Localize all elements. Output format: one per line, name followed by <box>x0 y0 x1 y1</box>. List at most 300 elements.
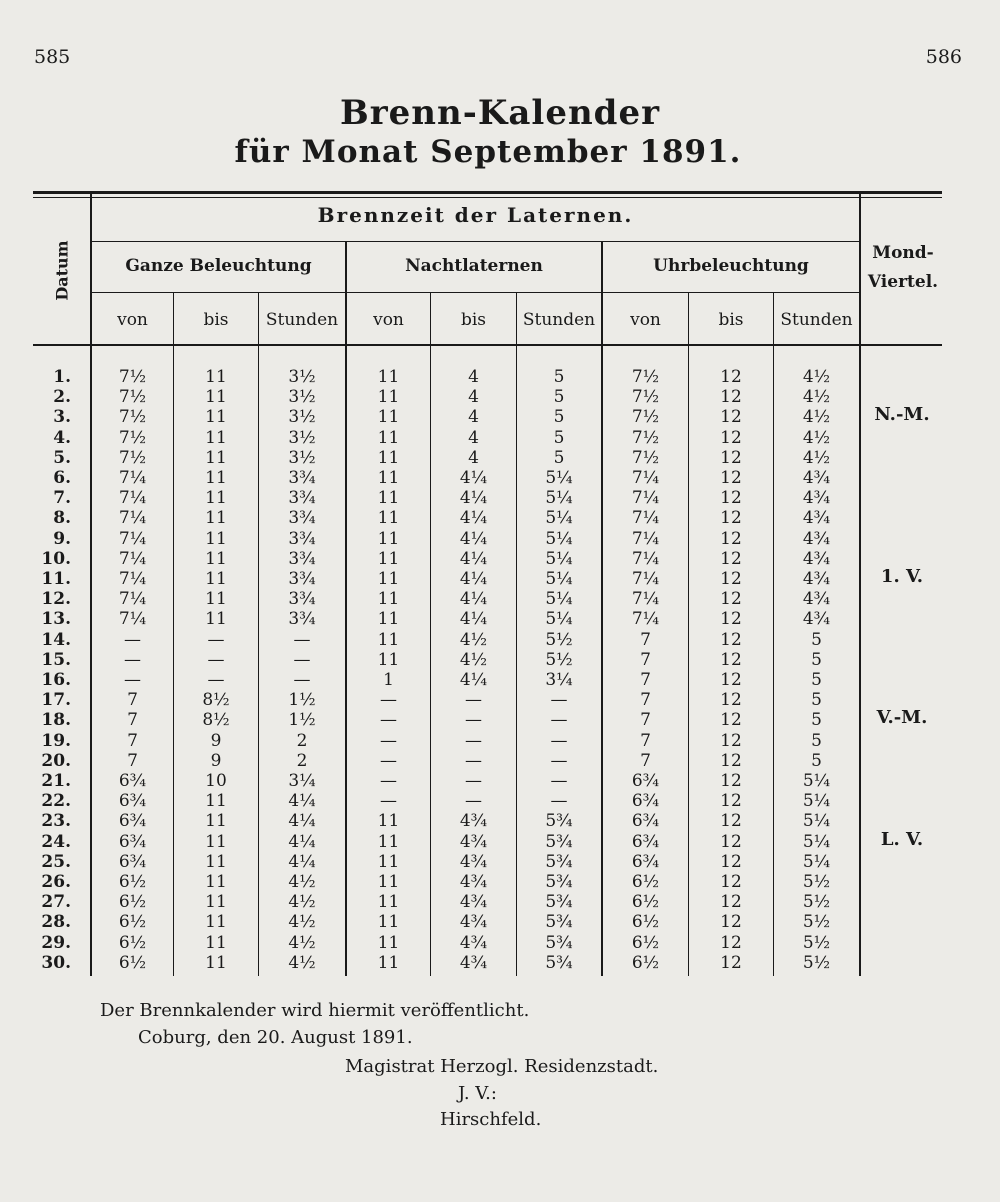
cell-ganze-stunden: 3½ <box>288 447 316 468</box>
cell-nacht-von: 11 <box>377 831 400 852</box>
cell-uhr-stunden: 4½ <box>802 387 831 408</box>
datum-header <box>38 240 86 300</box>
cell-nacht-stunden: — <box>550 791 568 812</box>
cell-nacht-bis: 4¼ <box>459 670 488 690</box>
cell-uhr-von: 7¼ <box>631 468 660 488</box>
cell-datum: 18. <box>41 710 71 731</box>
cell-uhr-bis: 12 <box>720 548 742 569</box>
cell-ganze-stunden: 2 <box>296 730 308 751</box>
cell-uhr-von: 6½ <box>631 912 660 933</box>
cell-nacht-stunden: 5¾ <box>545 851 573 872</box>
cell-uhr-bis: 12 <box>720 831 742 852</box>
cell-uhr-bis: 12 <box>720 670 742 690</box>
cell-uhr-bis: 12 <box>720 932 742 953</box>
cell-ganze-stunden: 3¼ <box>288 771 316 791</box>
cell-ganze-von: — <box>124 629 141 650</box>
cell-ganze-bis: 11 <box>205 407 227 428</box>
table-row <box>0 650 1000 670</box>
cell-nacht-stunden: 5¼ <box>545 589 573 610</box>
cell-uhr-stunden: 5 <box>811 629 822 650</box>
cell-ganze-stunden: 2 <box>296 750 308 771</box>
cell-uhr-stunden: 4¾ <box>802 569 831 589</box>
table-row <box>0 589 1000 609</box>
cell-nacht-bis: 4¾ <box>459 831 488 852</box>
cell-uhr-von: 6½ <box>631 872 660 892</box>
cell-uhr-von: 7½ <box>631 367 660 387</box>
cell-uhr-von: 7 <box>640 710 651 731</box>
cell-ganze-von: 7¼ <box>118 528 147 549</box>
cell-datum: 29. <box>41 932 71 953</box>
cell-nacht-von: 11 <box>377 407 400 428</box>
cell-uhr-von: 7½ <box>631 407 660 428</box>
cell-nacht-von: — <box>380 750 397 771</box>
cell-ganze-von: 7¼ <box>118 468 147 488</box>
cell-ganze-von: 7½ <box>118 447 147 468</box>
cell-uhr-von: 7¼ <box>631 508 660 529</box>
cell-ganze-von: 7¼ <box>118 488 147 509</box>
table-row <box>0 791 1000 811</box>
col-head-uhr-von: von <box>630 310 661 330</box>
cell-nacht-stunden: — <box>550 771 568 791</box>
table-row <box>0 892 1000 912</box>
cell-nacht-von: 11 <box>377 447 400 468</box>
cell-nacht-bis: — <box>465 710 482 731</box>
cell-nacht-von: 11 <box>377 468 400 488</box>
uhr-header: Uhrbeleuchtung <box>653 256 809 276</box>
cell-ganze-stunden: 4½ <box>288 932 316 953</box>
cell-nacht-stunden: 5¾ <box>545 932 573 953</box>
cell-uhr-von: 6½ <box>631 892 660 913</box>
cell-ganze-bis: 11 <box>205 528 227 549</box>
cell-uhr-stunden: 5 <box>811 730 822 751</box>
cell-ganze-bis: 11 <box>205 831 227 852</box>
cell-nacht-von: — <box>380 771 397 791</box>
cell-nacht-stunden: 5 <box>553 447 565 468</box>
cell-nacht-bis: 4¼ <box>459 589 488 610</box>
cell-uhr-bis: 12 <box>720 609 742 630</box>
table-row <box>0 731 1000 751</box>
cell-uhr-bis: 12 <box>720 912 742 933</box>
table-row <box>0 468 1000 488</box>
cell-nacht-stunden: 5¼ <box>545 528 573 549</box>
cell-uhr-bis: 12 <box>720 468 742 488</box>
cell-nacht-bis: 4¼ <box>459 508 488 529</box>
viertel-header: Viertel. <box>867 272 939 292</box>
cell-nacht-von: 11 <box>377 528 400 549</box>
cell-nacht-von: 11 <box>377 367 400 387</box>
cell-uhr-bis: 12 <box>720 892 742 913</box>
cell-ganze-von: 6½ <box>118 912 147 933</box>
table-row <box>0 751 1000 771</box>
cell-datum: 12. <box>41 589 71 610</box>
cell-uhr-bis: 12 <box>720 771 742 791</box>
cell-nacht-bis: 4¾ <box>459 892 488 913</box>
cell-ganze-bis: — <box>207 649 225 670</box>
cell-uhr-stunden: 4¾ <box>802 488 831 509</box>
table-row <box>0 933 1000 953</box>
cell-datum: 25. <box>41 851 71 872</box>
cell-uhr-stunden: 5 <box>811 670 822 690</box>
cell-nacht-bis: 4¾ <box>459 912 488 933</box>
cell-ganze-von: 7 <box>127 750 138 771</box>
cell-nacht-von: 11 <box>377 508 400 529</box>
cell-ganze-von: 7½ <box>118 427 147 448</box>
cell-ganze-stunden: 3¾ <box>288 569 316 589</box>
cell-nacht-bis: 4¾ <box>459 872 488 892</box>
cell-uhr-stunden: 5½ <box>802 952 831 973</box>
cell-datum: 24. <box>41 831 71 852</box>
cell-datum: 7. <box>53 488 71 509</box>
cell-ganze-stunden: 4½ <box>288 952 316 973</box>
cell-uhr-von: 7 <box>640 670 651 690</box>
cell-nacht-stunden: 5¼ <box>545 609 573 630</box>
cell-ganze-stunden: 3¾ <box>288 548 316 569</box>
cell-uhr-stunden: 4¾ <box>802 508 831 529</box>
cell-ganze-stunden: — <box>293 670 311 690</box>
table-row <box>0 852 1000 872</box>
cell-ganze-von: 6¾ <box>118 831 147 852</box>
cell-nacht-stunden: 5¾ <box>545 912 573 933</box>
cell-ganze-von: 7 <box>127 690 138 711</box>
cell-uhr-bis: 12 <box>720 750 742 771</box>
cell-nacht-stunden: 5¾ <box>545 811 573 832</box>
cell-nacht-von: 11 <box>377 872 400 892</box>
cell-ganze-stunden: 4½ <box>288 872 316 892</box>
cell-datum: 20. <box>41 750 71 771</box>
cell-nacht-stunden: 5½ <box>545 649 573 670</box>
page-title: Brenn-Kalender <box>340 93 660 133</box>
cell-uhr-von: 7¼ <box>631 548 660 569</box>
cell-uhr-bis: 12 <box>720 649 742 670</box>
cell-ganze-bis: 11 <box>205 791 227 812</box>
brennzeit-header: Brennzeit der Laternen. <box>317 203 634 227</box>
cell-ganze-bis: 11 <box>205 367 227 387</box>
cell-datum: 13. <box>41 609 71 630</box>
cell-uhr-von: 6¾ <box>631 851 660 872</box>
header-divider <box>92 241 860 242</box>
cell-nacht-stunden: 3¼ <box>545 670 573 690</box>
cell-ganze-von: 6½ <box>118 952 147 973</box>
cell-uhr-bis: 12 <box>720 710 742 731</box>
cell-datum: 9. <box>53 528 71 549</box>
cell-uhr-stunden: 5 <box>811 690 822 711</box>
cell-uhr-von: 7 <box>640 750 651 771</box>
cell-nacht-stunden: 5 <box>553 427 565 448</box>
cell-ganze-bis: — <box>207 670 225 690</box>
cell-nacht-stunden: 5 <box>553 387 565 408</box>
cell-ganze-stunden: 4½ <box>288 892 316 913</box>
table-row <box>0 912 1000 932</box>
moon-phase-label: V.-M. <box>876 707 928 729</box>
col-head-nacht-bis: bis <box>460 310 487 330</box>
cell-ganze-bis: 11 <box>205 811 227 832</box>
cell-nacht-stunden: — <box>550 750 568 771</box>
cell-uhr-stunden: 5¼ <box>802 791 831 812</box>
table-row <box>0 549 1000 569</box>
cell-ganze-stunden: 4¼ <box>288 791 316 812</box>
cell-uhr-bis: 12 <box>720 427 742 448</box>
table-row <box>0 832 1000 852</box>
cell-datum: 30. <box>41 952 71 973</box>
cell-nacht-bis: 4 <box>468 387 479 408</box>
cell-ganze-bis: 11 <box>205 548 227 569</box>
cell-uhr-stunden: 5¼ <box>802 771 831 791</box>
table-row <box>0 569 1000 589</box>
cell-nacht-stunden: 5¾ <box>545 831 573 852</box>
page-subtitle: für Monat September 1891. <box>234 134 742 170</box>
footer-publication-note: Der Brennkalender wird hiermit veröffentlicht. <box>100 1000 530 1021</box>
table-row <box>0 609 1000 629</box>
cell-uhr-stunden: 5¼ <box>802 851 831 872</box>
cell-uhr-stunden: 4½ <box>802 447 831 468</box>
cell-datum: 23. <box>41 811 71 832</box>
cell-nacht-bis: 4 <box>468 447 479 468</box>
cell-ganze-von: 6½ <box>118 872 147 892</box>
cell-nacht-stunden: 5¾ <box>545 952 573 973</box>
cell-uhr-stunden: 4¾ <box>802 589 831 610</box>
cell-uhr-von: 6¾ <box>631 831 660 852</box>
cell-uhr-bis: 12 <box>720 851 742 872</box>
cell-ganze-stunden: 4¼ <box>288 831 316 852</box>
cell-uhr-bis: 12 <box>720 589 742 610</box>
cell-uhr-stunden: 4½ <box>802 407 831 428</box>
table-row <box>0 872 1000 892</box>
cell-uhr-von: 6¾ <box>631 811 660 832</box>
cell-datum: 15. <box>41 649 71 670</box>
cell-ganze-stunden: — <box>293 629 311 650</box>
table-row <box>0 670 1000 690</box>
cell-ganze-von: 6½ <box>118 932 147 953</box>
cell-ganze-bis: 9 <box>210 730 222 751</box>
cell-nacht-von: 11 <box>377 932 400 953</box>
subheader-divider <box>92 292 860 293</box>
cell-uhr-von: 7 <box>640 690 651 711</box>
cell-nacht-von: 11 <box>377 488 400 509</box>
cell-nacht-stunden: — <box>550 710 568 731</box>
cell-uhr-stunden: 4¾ <box>802 548 831 569</box>
cell-nacht-bis: 4¼ <box>459 548 488 569</box>
cell-uhr-bis: 12 <box>720 387 742 408</box>
cell-nacht-bis: 4¼ <box>459 488 488 509</box>
footer-signatory-name: Hirschfeld. <box>440 1109 542 1130</box>
table-row <box>0 630 1000 650</box>
cell-uhr-von: 7 <box>640 649 651 670</box>
cell-nacht-von: — <box>380 710 397 731</box>
cell-nacht-bis: — <box>465 730 482 751</box>
cell-nacht-von: 11 <box>377 912 400 933</box>
cell-ganze-stunden: 3¾ <box>288 508 316 529</box>
cell-uhr-bis: 12 <box>720 407 742 428</box>
cell-ganze-von: 7½ <box>118 387 147 408</box>
cell-ganze-bis: — <box>207 629 225 650</box>
cell-nacht-stunden: 5¼ <box>545 548 573 569</box>
cell-nacht-von: 11 <box>377 811 400 832</box>
table-row <box>0 690 1000 710</box>
cell-uhr-stunden: 4½ <box>802 427 831 448</box>
cell-ganze-stunden: 3¾ <box>288 609 316 630</box>
cell-ganze-stunden: 4¼ <box>288 811 316 832</box>
cell-nacht-stunden: 5 <box>553 407 565 428</box>
nacht-header: Nachtlaternen <box>405 256 543 276</box>
mond-header: Mond- <box>872 243 934 263</box>
cell-ganze-stunden: 1½ <box>288 690 316 711</box>
table-row <box>0 488 1000 508</box>
cell-nacht-stunden: 5¼ <box>545 488 573 509</box>
table-row <box>0 508 1000 528</box>
cell-nacht-bis: 4¾ <box>459 932 488 953</box>
cell-ganze-von: 6¾ <box>118 851 147 872</box>
cell-datum: 26. <box>41 872 71 892</box>
col-head-ganze-von: von <box>117 310 148 330</box>
cell-nacht-stunden: 5¾ <box>545 872 573 892</box>
cell-nacht-stunden: 5¼ <box>545 569 573 589</box>
cell-ganze-bis: 11 <box>205 932 227 953</box>
table-row <box>0 953 1000 973</box>
cell-ganze-bis: 11 <box>205 427 227 448</box>
cell-nacht-von: 11 <box>377 548 400 569</box>
table-row <box>0 428 1000 448</box>
cell-ganze-stunden: 3¾ <box>288 488 316 509</box>
cell-uhr-bis: 12 <box>720 811 742 832</box>
cell-ganze-stunden: 3½ <box>288 387 316 408</box>
cell-uhr-von: 7½ <box>631 387 660 408</box>
cell-uhr-stunden: 4¾ <box>802 609 831 630</box>
cell-uhr-bis: 12 <box>720 367 742 387</box>
cell-uhr-bis: 12 <box>720 447 742 468</box>
cell-uhr-von: 7½ <box>631 447 660 468</box>
cell-nacht-von: 1 <box>383 670 394 690</box>
cell-ganze-bis: 10 <box>205 771 227 791</box>
cell-uhr-von: 6½ <box>631 952 660 973</box>
cell-ganze-von: 6¾ <box>118 771 147 791</box>
cell-ganze-stunden: 3¾ <box>288 468 316 488</box>
col-head-nacht-von: von <box>373 310 404 330</box>
cell-ganze-stunden: 3¾ <box>288 589 316 610</box>
cell-uhr-stunden: 5½ <box>802 872 831 892</box>
cell-uhr-von: 7¼ <box>631 569 660 589</box>
cell-ganze-von: — <box>124 649 141 670</box>
cell-datum: 10. <box>41 548 71 569</box>
cell-nacht-von: — <box>380 730 397 751</box>
cell-nacht-stunden: — <box>550 730 568 751</box>
cell-ganze-bis: 8½ <box>202 710 230 731</box>
cell-ganze-bis: 11 <box>205 569 227 589</box>
cell-nacht-von: 11 <box>377 609 400 630</box>
cell-uhr-von: 7¼ <box>631 589 660 610</box>
table-row <box>0 771 1000 791</box>
cell-uhr-bis: 12 <box>720 730 742 751</box>
cell-ganze-bis: 11 <box>205 609 227 630</box>
table-row <box>0 448 1000 468</box>
cell-nacht-bis: — <box>465 750 482 771</box>
cell-ganze-von: 7¼ <box>118 569 147 589</box>
cell-uhr-stunden: 4½ <box>802 367 831 387</box>
cell-uhr-stunden: 5½ <box>802 932 831 953</box>
cell-ganze-von: 7¼ <box>118 609 147 630</box>
cell-nacht-von: 11 <box>377 629 400 650</box>
cell-datum: 5. <box>53 447 71 468</box>
cell-nacht-von: 11 <box>377 427 400 448</box>
cell-ganze-bis: 11 <box>205 872 227 892</box>
cell-datum: 11. <box>41 569 71 589</box>
table-row <box>0 811 1000 831</box>
cell-nacht-von: — <box>380 690 397 711</box>
cell-datum: 21. <box>41 771 71 791</box>
cell-ganze-bis: 8½ <box>202 690 230 711</box>
cell-datum: 4. <box>53 427 71 448</box>
cell-ganze-stunden: 3¾ <box>288 528 316 549</box>
cell-ganze-von: 7½ <box>118 407 147 428</box>
cell-ganze-bis: 11 <box>205 851 227 872</box>
cell-uhr-von: 7¼ <box>631 609 660 630</box>
cell-nacht-stunden: 5¾ <box>545 892 573 913</box>
cell-datum: 14. <box>41 629 71 650</box>
cell-nacht-von: 11 <box>377 649 400 670</box>
cell-nacht-bis: 4¼ <box>459 468 488 488</box>
cell-nacht-von: 11 <box>377 387 400 408</box>
cell-uhr-bis: 12 <box>720 872 742 892</box>
cell-datum: 1. <box>53 367 71 387</box>
cell-uhr-stunden: 5½ <box>802 892 831 913</box>
cell-datum: 19. <box>41 730 71 751</box>
cell-uhr-stunden: 4¾ <box>802 468 831 488</box>
table-top-rule-thin <box>33 197 942 198</box>
cell-datum: 16. <box>41 670 71 690</box>
cell-uhr-bis: 12 <box>720 629 742 650</box>
cell-uhr-bis: 12 <box>720 528 742 549</box>
cell-uhr-stunden: 5½ <box>802 912 831 933</box>
moon-phase-label: L. V. <box>880 828 924 850</box>
table-row <box>0 367 1000 387</box>
cell-uhr-bis: 12 <box>720 952 742 973</box>
col-head-ganze-stunden: Stunden <box>265 310 339 330</box>
cell-ganze-bis: 11 <box>205 387 227 408</box>
cell-ganze-stunden: — <box>293 649 311 670</box>
cell-ganze-von: 7½ <box>118 367 147 387</box>
table-row <box>0 529 1000 549</box>
cell-datum: 8. <box>53 508 71 529</box>
cell-uhr-bis: 12 <box>720 569 742 589</box>
cell-uhr-von: 7¼ <box>631 528 660 549</box>
cell-nacht-stunden: 5¼ <box>545 468 573 488</box>
header-bottom-rule <box>33 344 942 346</box>
cell-uhr-bis: 12 <box>720 690 742 711</box>
cell-ganze-bis: 11 <box>205 952 227 973</box>
cell-ganze-bis: 11 <box>205 468 227 488</box>
cell-uhr-von: 6½ <box>631 932 660 953</box>
cell-nacht-bis: 4¼ <box>459 528 488 549</box>
cell-ganze-stunden: 3½ <box>288 427 316 448</box>
table-top-rule <box>33 191 942 194</box>
page-number-left: 585 <box>34 46 71 68</box>
cell-ganze-von: 7¼ <box>118 548 147 569</box>
cell-nacht-von: 11 <box>377 952 400 973</box>
cell-ganze-von: 7¼ <box>118 589 147 610</box>
datum-header-label: Datum <box>52 239 72 301</box>
cell-nacht-von: 11 <box>377 569 400 589</box>
cell-ganze-stunden: 3½ <box>288 367 316 387</box>
footer-authority: Magistrat Herzogl. Residenzstadt. <box>345 1056 659 1077</box>
cell-ganze-bis: 11 <box>205 508 227 529</box>
cell-uhr-stunden: 5 <box>811 750 822 771</box>
cell-ganze-von: 6¾ <box>118 811 147 832</box>
cell-datum: 17. <box>41 690 71 711</box>
cell-ganze-bis: 11 <box>205 912 227 933</box>
cell-datum: 2. <box>53 387 71 408</box>
cell-nacht-bis: 4¼ <box>459 609 488 630</box>
table-row <box>0 387 1000 407</box>
col-head-uhr-bis: bis <box>718 310 744 330</box>
